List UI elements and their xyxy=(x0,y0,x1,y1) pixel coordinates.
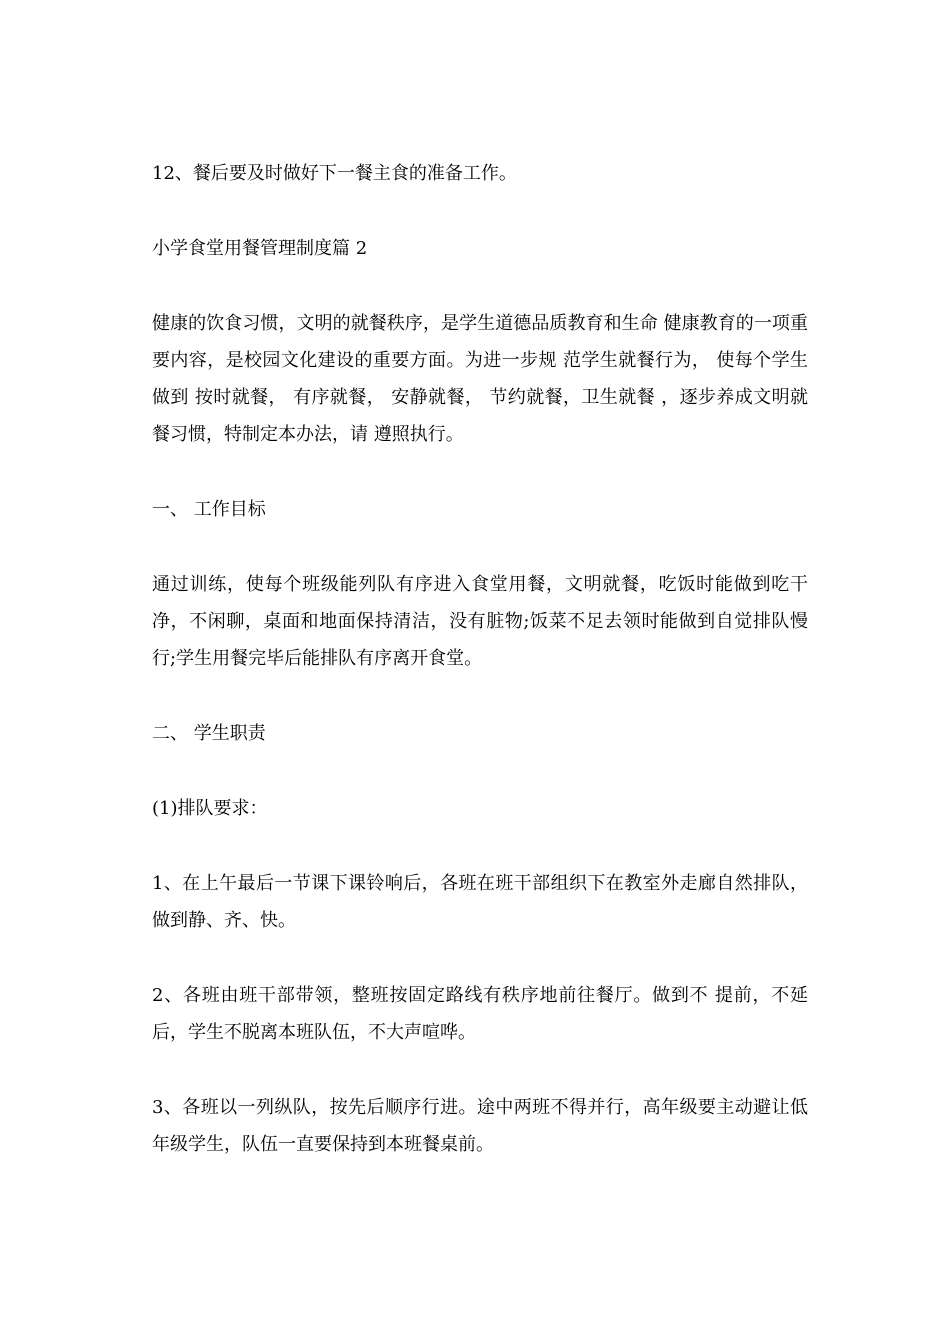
paragraph-rule-2: 2、各班由班干部带领，整班按固定路线有秩序地前往餐厅。做到不 提前，不延后，学生不脱离本班队伍，不大声喧哗。 xyxy=(152,985,808,1043)
document-body xyxy=(143,155,808,1201)
heading-student-duties: 二、 学生职责 xyxy=(152,723,266,744)
paragraph-item-12: 12、餐后要及时做好下一餐主食的准备工作。 xyxy=(152,163,517,184)
section-title: 小学食堂用餐管理制度篇 2 xyxy=(152,238,368,259)
paragraph-work-goal: 通过训练，使每个班级能列队有序进入食堂用餐，文明就餐，吃饭时能做到吃干净，不闲聊，桌面和地面保持清洁，没有脏物;饭菜不足去领时能做到自觉排队慢行;学生用餐完毕后能排队有序离开食堂。 xyxy=(152,574,808,669)
subheading-queue-requirements: (1)排队要求： xyxy=(152,798,268,819)
paragraph-intro: 健康的饮食习惯，文明的就餐秩序，是学生道德品质教育和生命 健康教育的一项重要内容，是校园文化建设的重要方面。为进一步规 范学生就餐行为， 使每个学生做到 按时就餐， 有序就餐， 安静就餐， 节约就餐，卫生就餐 ，逐步养成文明就餐习惯，特制定本办法，请 遵照执行。 xyxy=(152,313,808,445)
paragraph-rule-3: 3、各班以一列纵队，按先后顺序行进。途中两班不得并行，高年级要主动避让低年级学生，队伍一直要保持到本班餐桌前。 xyxy=(152,1097,808,1155)
heading-work-goal: 一、 工作目标 xyxy=(152,499,266,520)
paragraph-rule-1: 1、在上午最后一节课下课铃响后，各班在班干部组织下在教室外走廊自然排队，做到静、齐、快。 xyxy=(152,873,808,931)
